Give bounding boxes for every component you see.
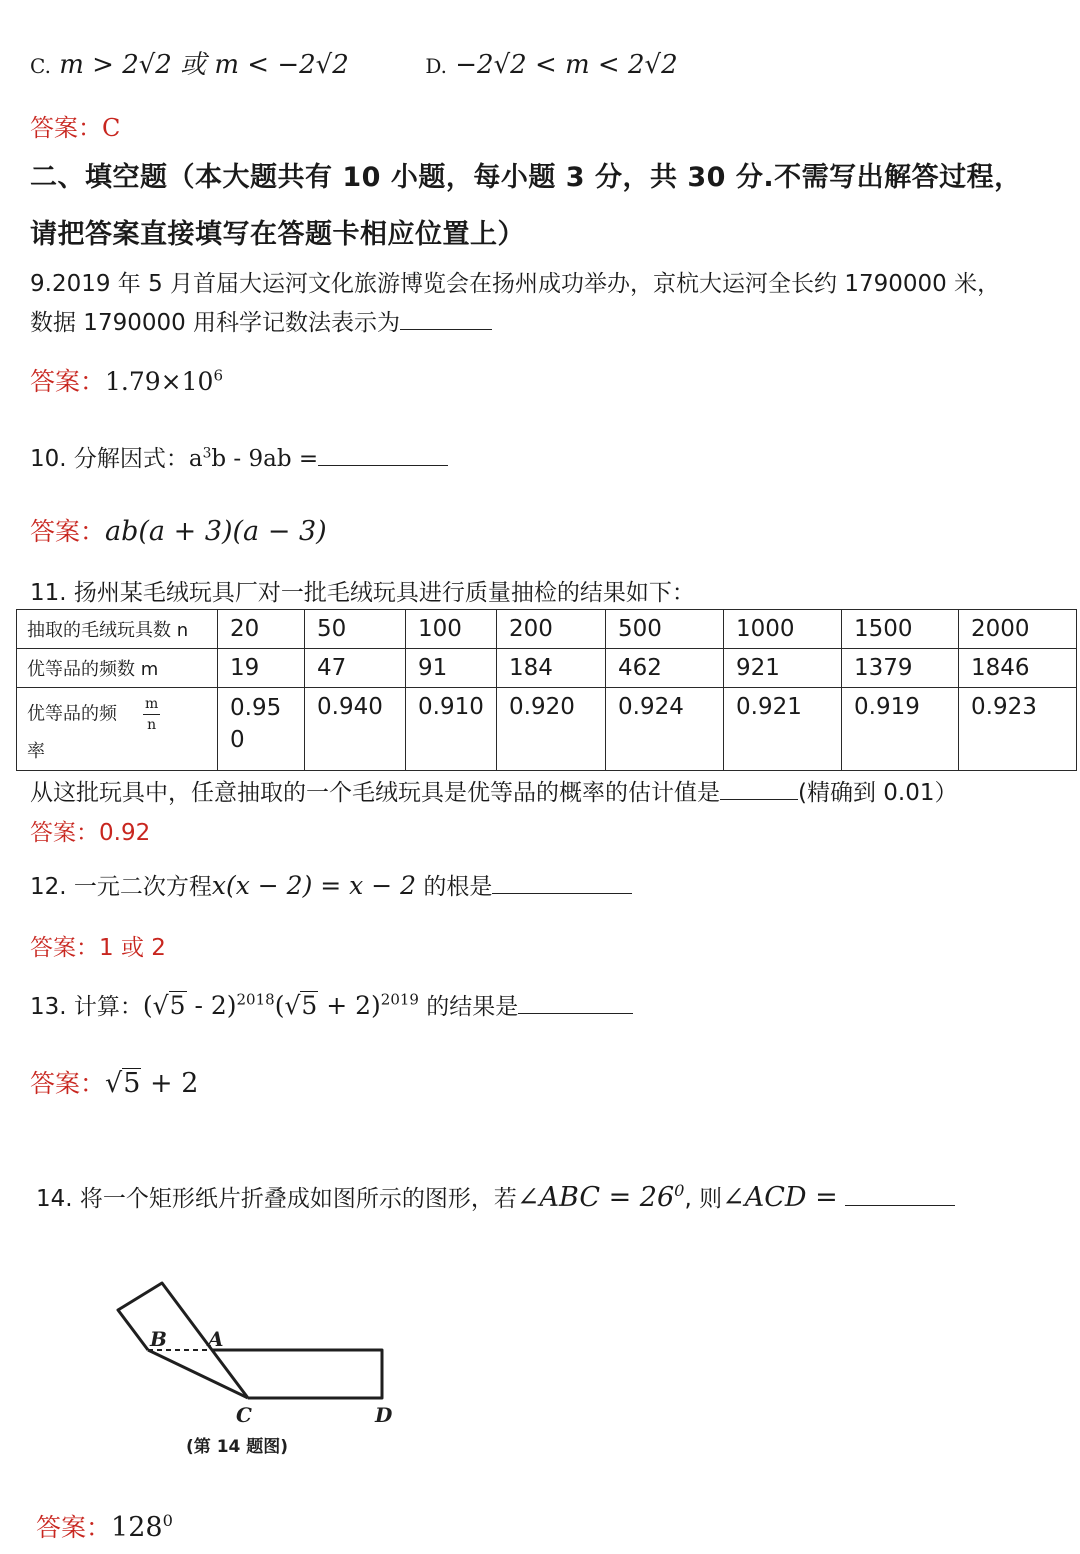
answer-blank <box>318 465 448 466</box>
option-d-label: D. <box>425 54 447 78</box>
row-header: 抽取的毛绒玩具数 n <box>17 610 218 649</box>
question-11-answer: 答案：0.92 <box>30 820 151 846</box>
table-cell: 921 <box>724 649 842 688</box>
table-cell: 0.924 <box>606 688 724 771</box>
table-cell <box>218 688 305 771</box>
radicand: 5 <box>169 991 186 1020</box>
table-cell: 0.921 <box>724 688 842 771</box>
option-c-text: m > 2√2 或 m < −2√2 <box>59 50 349 80</box>
label-c: C <box>236 1403 252 1427</box>
answer-label: 答案： <box>30 517 106 546</box>
table-cell: 184 <box>497 649 606 688</box>
question-12-answer: 答案：1 或 2 <box>30 935 166 961</box>
answer-value <box>111 1512 173 1543</box>
answer-blank <box>518 1013 633 1014</box>
question-12-equation: x(x − 2) = x − 2 <box>211 871 417 900</box>
cell-value-cont: 0 <box>230 727 245 753</box>
answer-value <box>105 1068 198 1099</box>
table-cell: 1846 <box>959 649 1077 688</box>
answer-value: ab(a + 3)(a − 3) <box>105 516 327 547</box>
label-b: B <box>150 1327 167 1351</box>
paren: ( <box>274 991 285 1020</box>
question-14-target: ∠ACD = <box>722 1182 838 1213</box>
table-cell: 462 <box>606 649 724 688</box>
question-13-answer <box>30 1064 198 1100</box>
exponent: 2019 <box>380 990 419 1009</box>
sqrt-symbol: √5 <box>105 1068 141 1099</box>
question-12-suffix: 的根是 <box>423 874 493 900</box>
table-row-frequency <box>17 688 1077 771</box>
table-cell: 200 <box>497 610 606 649</box>
option-d-text: −2√2 < m < 2√2 <box>455 50 678 80</box>
cell-value: 0.95 <box>230 695 282 721</box>
row-header-cont: 率 <box>27 741 45 762</box>
table-cell: 19 <box>218 649 305 688</box>
expr-a: a <box>188 446 203 472</box>
question-13 <box>30 988 633 1021</box>
answer-blank <box>720 799 798 800</box>
question-9-answer <box>30 362 223 398</box>
radicand: 5 <box>123 1068 141 1099</box>
table-cell: 100 <box>406 610 497 649</box>
figure-caption: (第 14 题图) <box>186 1437 289 1457</box>
answer-base: 1.79×10 <box>105 367 214 396</box>
table-cell: 0.923 <box>959 688 1077 771</box>
answer-blank <box>492 893 632 894</box>
question-8-options <box>30 44 678 81</box>
question-9-line1: 9.2019 年 5 月首届大运河文化旅游博览会在扬州成功举办，京杭大运河全长约 1790000 米， <box>30 271 1001 297</box>
answer-label: 答案： <box>30 367 106 396</box>
answer-exponent: 6 <box>213 366 223 385</box>
answer-blank <box>400 329 492 330</box>
table-cell: 20 <box>218 610 305 649</box>
question-12-prefix: 12. 一元二次方程 <box>30 874 212 900</box>
question-10-expression <box>189 446 318 472</box>
table-cell: 0.920 <box>497 688 606 771</box>
answer-number: 128 <box>111 1512 163 1543</box>
sqrt-symbol: √5 <box>152 991 186 1020</box>
radicand: 5 <box>301 991 318 1020</box>
section-heading-line2: 请把答案直接填写在答题卡相应位置上） <box>30 219 525 250</box>
table-cell: 1000 <box>724 610 842 649</box>
question-10 <box>30 440 448 473</box>
question-9-text: 数据 1790000 用科学记数法表示为 <box>30 310 401 336</box>
option-c-label: C. <box>30 54 51 78</box>
answer-tail: + 2 <box>141 1068 199 1099</box>
sqrt-symbol: √5 <box>284 991 318 1020</box>
question-14 <box>36 1180 955 1213</box>
label-a: A <box>208 1327 224 1351</box>
table-cell: 500 <box>606 610 724 649</box>
table-cell: 47 <box>305 649 406 688</box>
question-14-condition <box>517 1182 685 1213</box>
answer-label: 答案： <box>30 1069 106 1098</box>
exponent: 2018 <box>236 990 275 1009</box>
table-row-n <box>17 610 1077 649</box>
rectangle-body <box>148 1350 382 1398</box>
answer-value <box>105 367 223 396</box>
question-13-prefix: 13. 计算： <box>30 994 143 1020</box>
question-12 <box>30 868 632 901</box>
answer-blank <box>845 1205 955 1206</box>
table-cell: 91 <box>406 649 497 688</box>
question-13-suffix: 的结果是 <box>418 994 519 1020</box>
question-10-prefix: 10. 分解因式： <box>30 446 189 472</box>
question-10-answer <box>30 512 327 548</box>
table-cell: 0.919 <box>842 688 959 771</box>
fraction-numerator: m <box>143 694 160 715</box>
table-cell: 0.910 <box>406 688 497 771</box>
expr-close: - 2) <box>186 991 237 1020</box>
label-d: D <box>375 1403 393 1427</box>
question-11-text: 从这批玩具中，任意抽取的一个毛绒玩具是优等品的概率的估计值是 <box>30 780 720 806</box>
table-row-m <box>17 649 1077 688</box>
degree-mark: 0 <box>162 1511 173 1530</box>
expr-rest: b - 9ab = <box>211 446 319 472</box>
row-header-text: 优等品的频 <box>27 703 117 725</box>
question-11-intro: 11. 扬州某毛绒玩具厂对一批毛绒玩具进行质量抽检的结果如下： <box>30 580 695 606</box>
question-11-tail: (精确到 0.01） <box>798 780 958 806</box>
table-cell: 1379 <box>842 649 959 688</box>
answer-label: 答案： <box>36 1513 112 1542</box>
table-cell: 0.940 <box>305 688 406 771</box>
fraction-m-over-n <box>143 694 160 735</box>
question-9-line2 <box>30 304 492 337</box>
question-8-answer: 答案：C <box>30 114 121 142</box>
table-cell: 50 <box>305 610 406 649</box>
table-cell: 2000 <box>959 610 1077 649</box>
degree-mark: 0 <box>674 1181 685 1200</box>
folded-rectangle-figure <box>100 1268 420 1468</box>
question-14-prefix: 14. 将一个矩形纸片折叠成如图所示的图形，若 <box>36 1186 517 1212</box>
row-header: 优等品的频数 m <box>17 649 218 688</box>
table-cell: 1500 <box>842 610 959 649</box>
question-13-expression <box>143 991 419 1020</box>
paren: ( <box>142 991 153 1020</box>
row-header <box>17 688 218 771</box>
section-heading-line1: 二、填空题（本大题共有 10 小题，每小题 3 分，共 30 分.不需写出解答过程， <box>30 162 1022 193</box>
expr-close: + 2) <box>318 991 381 1020</box>
question-14-middle: , 则 <box>684 1186 723 1212</box>
quality-check-table <box>16 609 1077 771</box>
question-14-answer <box>36 1508 173 1544</box>
condition-text: ∠ABC = 26 <box>516 1182 675 1213</box>
fraction-denominator: n <box>147 717 157 733</box>
expr-exponent: 3 <box>202 445 212 462</box>
question-11-question <box>30 774 958 807</box>
